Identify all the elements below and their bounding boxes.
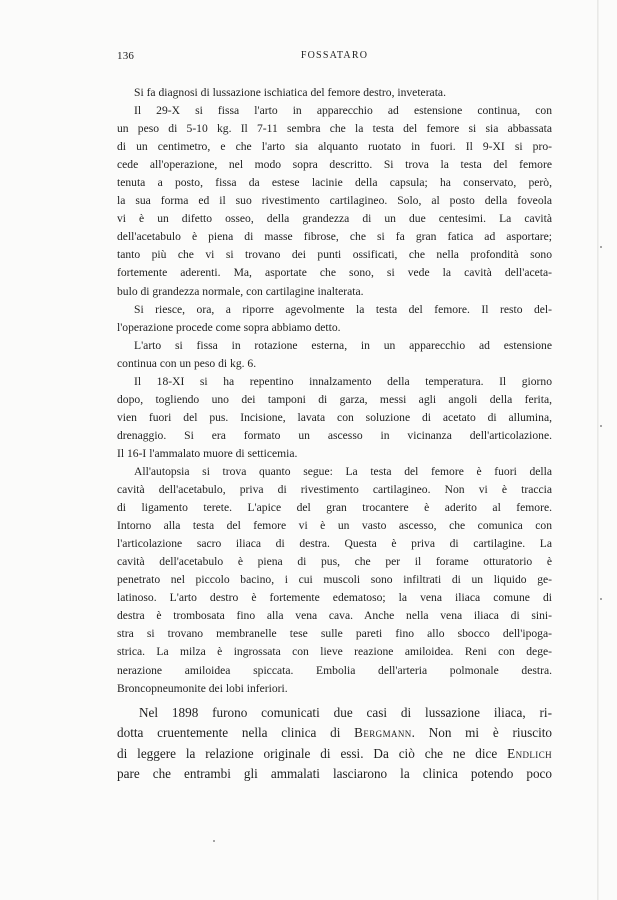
- text-line: [117, 744, 552, 765]
- text-line: Il 29-X si fissa l'arto in apparecchio ad estensione continua, con: [134, 104, 552, 118]
- scan-speck: [213, 840, 215, 842]
- text-line: latinoso. L'arto destro è fortemente edematoso; la vena iliaca comune di: [117, 591, 552, 605]
- text-line: penetrato nel piccolo bacino, i cui muscoli sono infiltrati di un liquido ge-: [117, 573, 552, 587]
- text-line: stra si trovano membranelle tese sulle pareti fino allo sbocco dell'ipoga-: [117, 627, 552, 641]
- text-line: L'arto si fissa in rotazione esterna, in un apparecchio ad estensione: [134, 338, 552, 352]
- author-name-endlich: Endlich: [507, 745, 552, 761]
- text-line: cede all'operazione, nel modo sopra descritto. Si trova la testa del femore: [117, 158, 552, 172]
- page-edge-shadow: [597, 0, 599, 900]
- running-head: [117, 50, 552, 68]
- case-report-block: [117, 84, 552, 698]
- text-line: di un centimetro, e che l'arto sia alquanto ruotato in fuori. Il 9-XI si pro-: [117, 140, 552, 154]
- text-line: l'operazione procede come sopra abbiamo detto.: [117, 320, 341, 334]
- text-line: destra è trombosata fino alla vena cava. Anche nella vena iliaca di sini-: [117, 609, 552, 623]
- text-line: di ligamento terete. L'apice del gran trocantere è aderito al femore.: [117, 501, 552, 515]
- text-line: Il 16-I l'ammalato muore di setticemia.: [117, 446, 298, 460]
- text-line: drenaggio. Si era formato un ascesso in vicinanza dell'articolazione.: [117, 428, 552, 442]
- scan-speck: [600, 598, 602, 600]
- text-span: di leggere la relazione originale di essi. Da ciò che ne dice: [117, 745, 498, 761]
- text-line: tenuta a posto, fissa da estese lacinie della capsula; ha conservato, però,: [117, 176, 552, 190]
- text-line: fortemente aderenti. Ma, asportate che sono, si vede la cavità dell'aceta-: [117, 266, 552, 280]
- text-line: All'autopsia si trova quanto segue: La testa del femore è fuori della: [134, 464, 552, 478]
- text-line: nerazione amiloidea spiccata. Embolia dell'arteria polmonale destra.: [117, 663, 552, 677]
- text-line: continua con un peso di kg. 6.: [117, 356, 257, 370]
- text-span: . Non mi è riuscito: [411, 725, 552, 741]
- text-line: strica. La milza è ingrossata con lieve reazione amiloidea. Reni con dege-: [117, 645, 552, 659]
- text-line: Intorno alla testa del femore vi è un vasto ascesso, che comunica con: [117, 519, 552, 533]
- text-line: pare che entrambi gli ammalati lasciarono la clinica potendo poco: [117, 766, 552, 782]
- text-line: [117, 723, 552, 744]
- scan-speck: [600, 246, 602, 248]
- text-line: cavità dell'acetabulo, priva di rivestimento cartilagineo. Non vi è traccia: [117, 483, 552, 497]
- text-line: un peso di 5-10 kg. Il 7-11 sembra che la testa del femore si sia abbassata: [117, 122, 552, 136]
- text-line: Broncopneumonite dei lobi inferiori.: [117, 681, 288, 695]
- text-line: Si riesce, ora, a riporre agevolmente la testa del femore. Il resto del-: [134, 302, 552, 316]
- text-line: tanto più che vi si trovano dei punti ossificati, che nella profondità sono: [117, 248, 552, 262]
- text-line: vi è un difetto osseo, della grandezza di un due centesimi. La cavità: [117, 212, 552, 226]
- text-line: Si fa diagnosi di lussazione ischiatica del femore destro, inveterata.: [134, 86, 446, 99]
- body-text: [117, 84, 552, 785]
- page-number: 136: [117, 50, 135, 62]
- text-line: la sua forma ed il suo rivestimento cartilagineo. Solo, al posto della foveola: [117, 194, 552, 208]
- text-line: l'articolazione sacro iliaca di destra. Questa è priva di cartilagine. La: [117, 537, 552, 551]
- discussion-paragraph: [117, 703, 552, 785]
- author-name-bergmann: Bergmann: [354, 725, 412, 741]
- scan-speck: [600, 425, 602, 427]
- text-line: cavità dell'acetabulo è piena di pus, che per il forame otturatorio è: [117, 555, 552, 569]
- text-line: Nel 1898 furono comunicati due casi di lussazione iliaca, ri-: [139, 704, 552, 720]
- text-line: dopo, togliendo uno dei tamponi di garza, messi agli angoli della ferita,: [117, 392, 552, 406]
- text-line: Il 18-XI si ha repentino innalzamento della temperatura. Il giorno: [134, 374, 552, 388]
- header-title: FOSSATARO: [300, 50, 369, 61]
- text-span: dotta cruentemente nella clinica di: [117, 725, 355, 741]
- text-line: dell'acetabulo è piena di masse fibrose, che si fa gran fatica ad asportare;: [117, 230, 552, 244]
- text-line: vien fuori del pus. Incisione, lavata con soluzione di acetato di allumina,: [117, 410, 552, 424]
- text-line: bulo di grandezza normale, con cartilagine inalterata.: [117, 284, 364, 298]
